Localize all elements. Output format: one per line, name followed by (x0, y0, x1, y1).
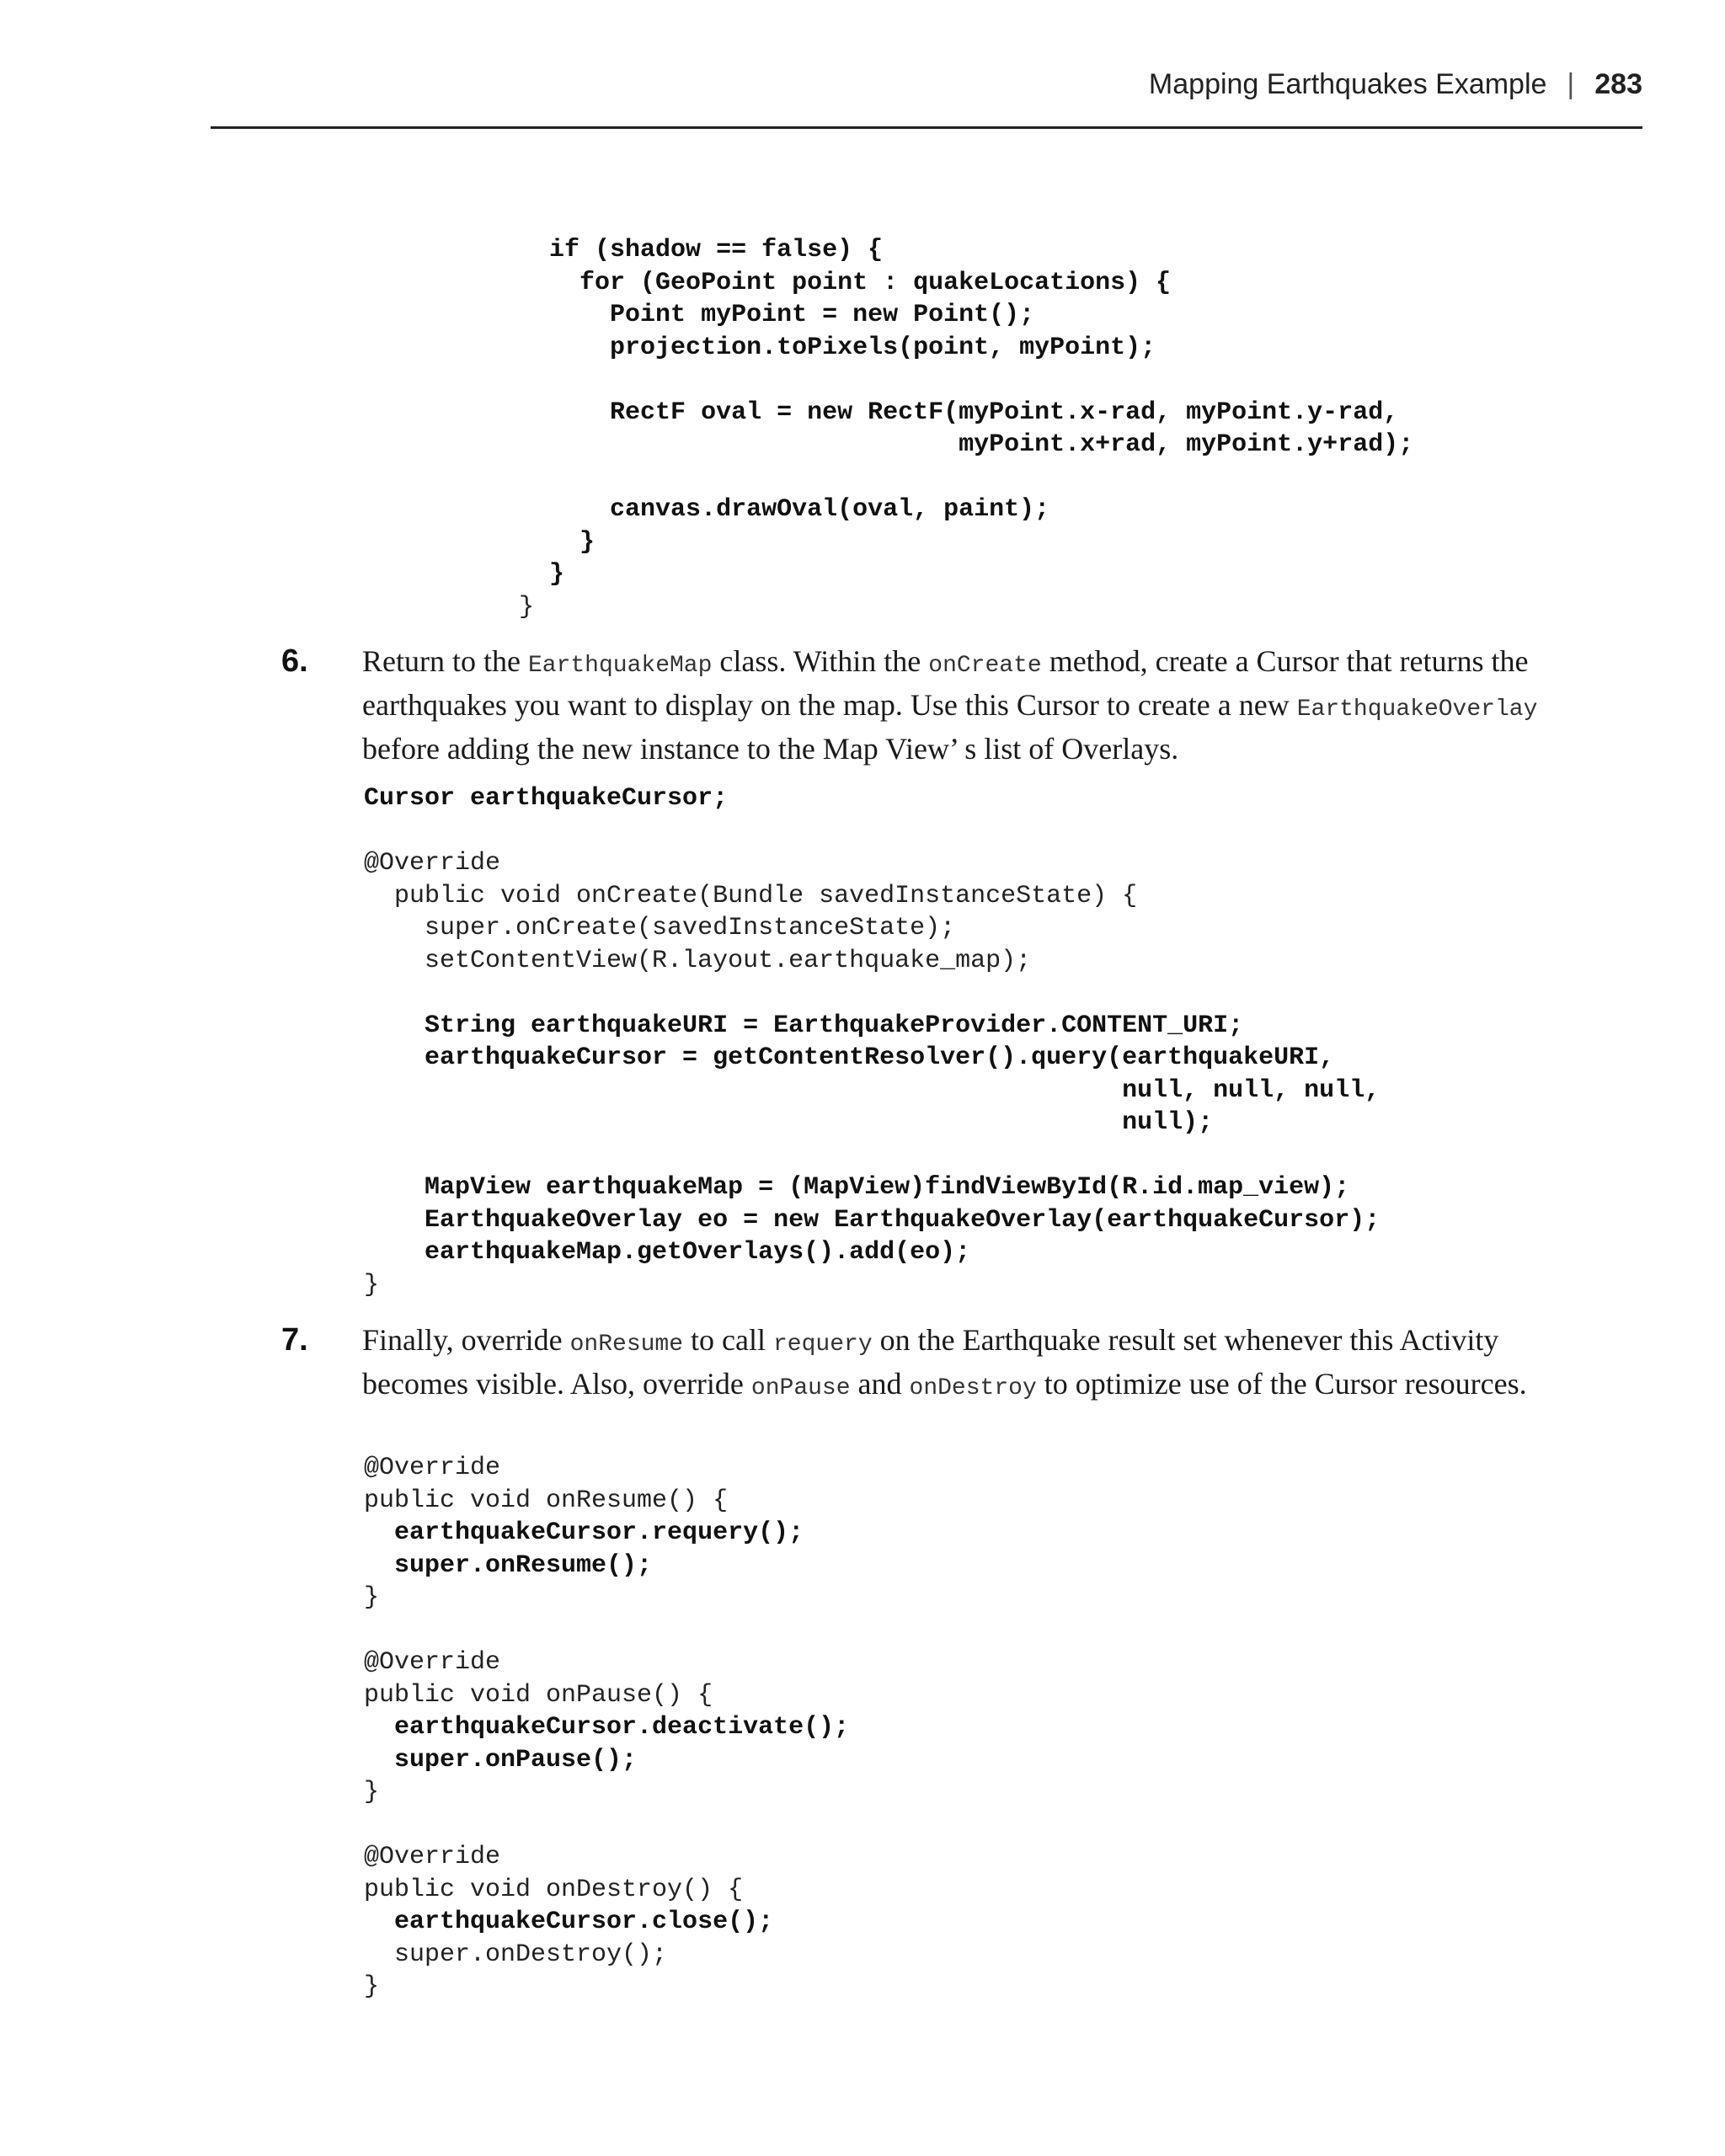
text-run: class. Within the (712, 644, 929, 678)
code-line: earthquakeCursor.requery(); (364, 1518, 804, 1547)
code-line: public void onResume() { (364, 1486, 729, 1515)
code-line: public void onCreate(Bundle savedInstanceState) { (364, 881, 1138, 910)
section-title: Mapping Earthquakes Example (1148, 67, 1547, 100)
code-line: String earthquakeURI = EarthquakeProvider.CONTENT_URI; (364, 1011, 1244, 1040)
text-run: on the Earthquake result set whenever this Activity becomes visible. Also, override (362, 1323, 1499, 1401)
code-line: RectF oval = new RectF(myPoint.x-rad, myPoint.y-rad, (367, 398, 1399, 427)
inline-code: onDestroy (909, 1375, 1037, 1401)
text-run: to optimize use of the Cursor resources. (1036, 1367, 1527, 1401)
code-line: for (GeoPoint point : quakeLocations) { (367, 268, 1172, 297)
code-line: MapView earthquakeMap = (MapView)findViewById(R.id.map_view); (364, 1173, 1350, 1202)
code-line (364, 1809, 849, 1842)
code-line: super.onCreate(savedInstanceState); (364, 914, 956, 942)
code-line: super.onDestroy(); (364, 1940, 668, 1969)
text-run: to call (683, 1323, 773, 1357)
code-line: } (367, 592, 535, 622)
text-run: before adding the new instance to the Map View’ s list of Overlays. (362, 732, 1179, 766)
step-6-text (362, 642, 1583, 768)
code-line: null); (364, 1108, 1214, 1137)
running-header (211, 61, 1642, 108)
code-line: earthquakeCursor = getContentResolver().query(earthquakeURI, (364, 1043, 1335, 1072)
code-line: Cursor earthquakeCursor; (364, 784, 729, 813)
code-line: myPoint.x+rad, myPoint.y+rad); (367, 430, 1414, 459)
code-line: @Override (364, 1648, 501, 1677)
inline-code: requery (773, 1331, 873, 1358)
step-number-6: 6. (281, 643, 308, 679)
code-line: public void onPause() { (364, 1680, 713, 1710)
code-line: @Override (364, 1454, 501, 1482)
code-line (364, 815, 1380, 848)
code-line: projection.toPixels(point, myPoint); (367, 333, 1156, 362)
inline-code: onPause (750, 1375, 851, 1401)
code-line: @Override (364, 1843, 501, 1871)
code-line: Point myPoint = new Point(); (367, 301, 1035, 329)
code-line: } (367, 527, 595, 557)
code-line (364, 1139, 1380, 1172)
inline-code: onResume (569, 1331, 684, 1358)
code-block-oncreate (364, 782, 1380, 1301)
header-rule (211, 126, 1642, 129)
code-line (367, 462, 1413, 494)
code-line: @Override (364, 849, 501, 878)
code-line: earthquakeCursor.deactivate(); (364, 1713, 850, 1742)
code-line (364, 1614, 849, 1647)
code-line (367, 364, 1413, 397)
inline-code: onCreate (928, 653, 1042, 679)
step-number-7: 7. (281, 1322, 308, 1358)
code-line: null, null, null, (364, 1075, 1381, 1105)
text-run: and (850, 1367, 910, 1401)
code-line: canvas.drawOval(oval, paint); (367, 495, 1050, 524)
inline-code: EarthquakeOverlay (1296, 696, 1538, 723)
text-run: Return to the (362, 644, 528, 678)
text-run: method, create a Cursor that returns the earthquakes you want to display on the map. Use this Cursor to create a new (362, 644, 1529, 722)
code-line: } (364, 1583, 380, 1612)
code-line: } (364, 1972, 380, 2001)
code-line (364, 977, 1380, 1010)
code-line: earthquakeMap.getOverlays().add(eo); (364, 1238, 971, 1267)
code-line: } (364, 1778, 380, 1806)
text-run: Finally, override (362, 1323, 570, 1357)
code-line: super.onResume(); (364, 1550, 653, 1580)
step-7-text (362, 1321, 1583, 1408)
inline-code: EarthquakeMap (527, 653, 713, 679)
code-line: } (364, 1270, 380, 1299)
code-block-draw-ovals (367, 234, 1413, 623)
code-line: super.onPause(); (364, 1745, 638, 1774)
code-line: EarthquakeOverlay eo = new EarthquakeOverlay(earthquakeCursor); (364, 1205, 1381, 1235)
code-line: } (367, 560, 565, 589)
code-line: earthquakeCursor.close(); (364, 1908, 774, 1936)
code-line: if (shadow == false) { (367, 236, 884, 264)
header-separator: | (1567, 67, 1575, 100)
code-line: public void onDestroy() { (364, 1875, 744, 1904)
code-block-lifecycle (364, 1452, 849, 2004)
page-number: 283 (1594, 67, 1642, 100)
code-line: setContentView(R.layout.earthquake_map); (364, 946, 1032, 975)
